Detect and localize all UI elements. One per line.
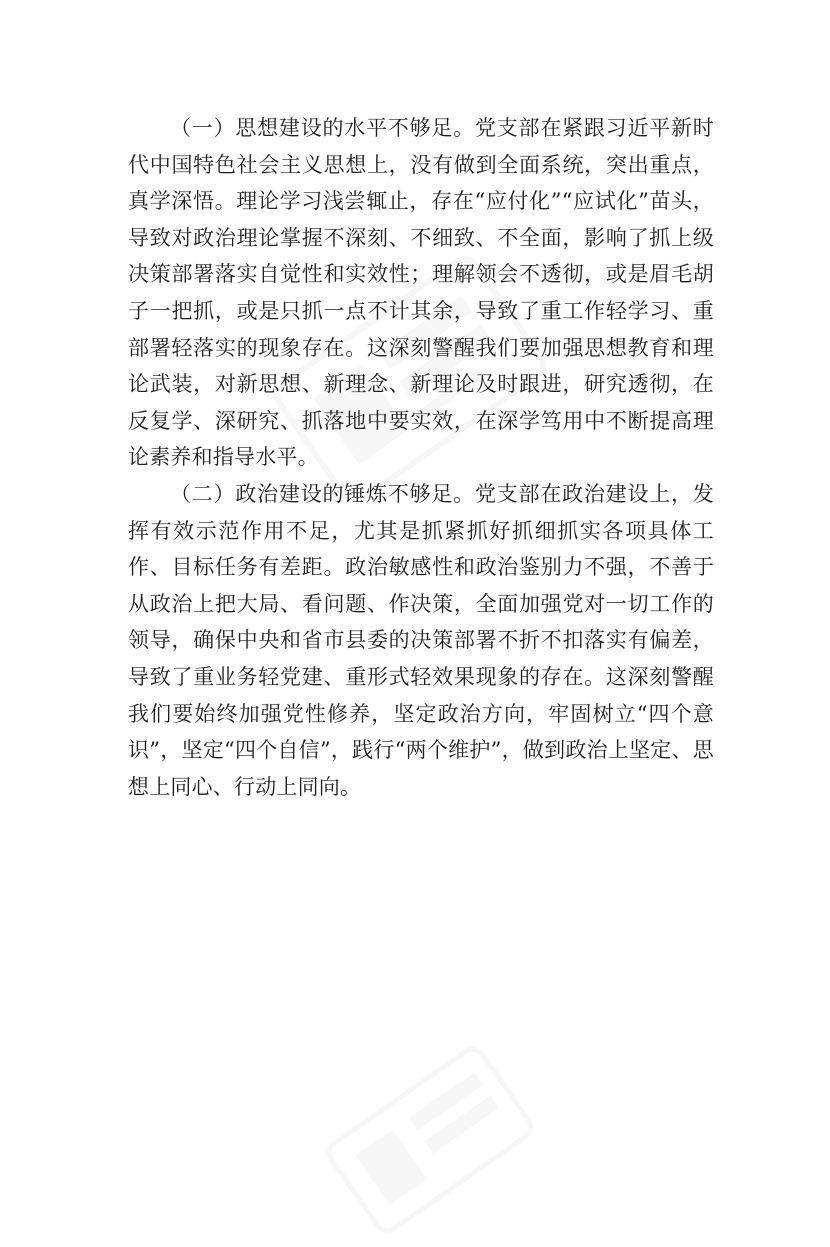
watermark-logo-bottom [314, 1033, 547, 1246]
document-body [128, 110, 714, 805]
paragraph-ideological-building: （一）思想建设的水平不够足。党支部在紧跟习近平新时代中国特色社会主义思想上，没有做到全面系统，突出重点，真学深悟。理论学习浅尝辄止，存在“应付化”“应试化”苗头，导致对政治理论掌握不深刻、不细致、不全面，影响了抓上级决策部署落实自觉性和实效性；理解领会不透彻，或是眉毛胡子一把抓，或是只抓一点不计其余，导致了重工作轻学习、重部署轻落实的现象存在。这深刻警醒我们要加强思想教育和理论武装，对新思想、新理念、新理论及时跟进，研究透彻，在反复学、深研究、抓落地中要实效，在深学笃用中不断提高理论素养和指导水平。 [128, 116, 714, 470]
paragraph-political-building: （二）政治建设的锤炼不够足。党支部在政治建设上，发挥有效示范作用不足，尤其是抓紧抓好抓细抓实各项具体工作、目标任务有差距。政治敏感性和政治鉴别力不强，不善于从政治上把大局、看问题、作决策，全面加强党对一切工作的领导，确保中央和省市县委的决策部署不折不扣落实有偏差，导致了重业务轻党建、重形式轻效果现象的存在。这深刻警醒我们要始终加强党性修养，坚定政治方向，牢固树立“四个意识”，坚定“四个自信”，践行“两个维护”，做到政治上坚定、思想上同心、行动上同向。 [128, 481, 714, 799]
